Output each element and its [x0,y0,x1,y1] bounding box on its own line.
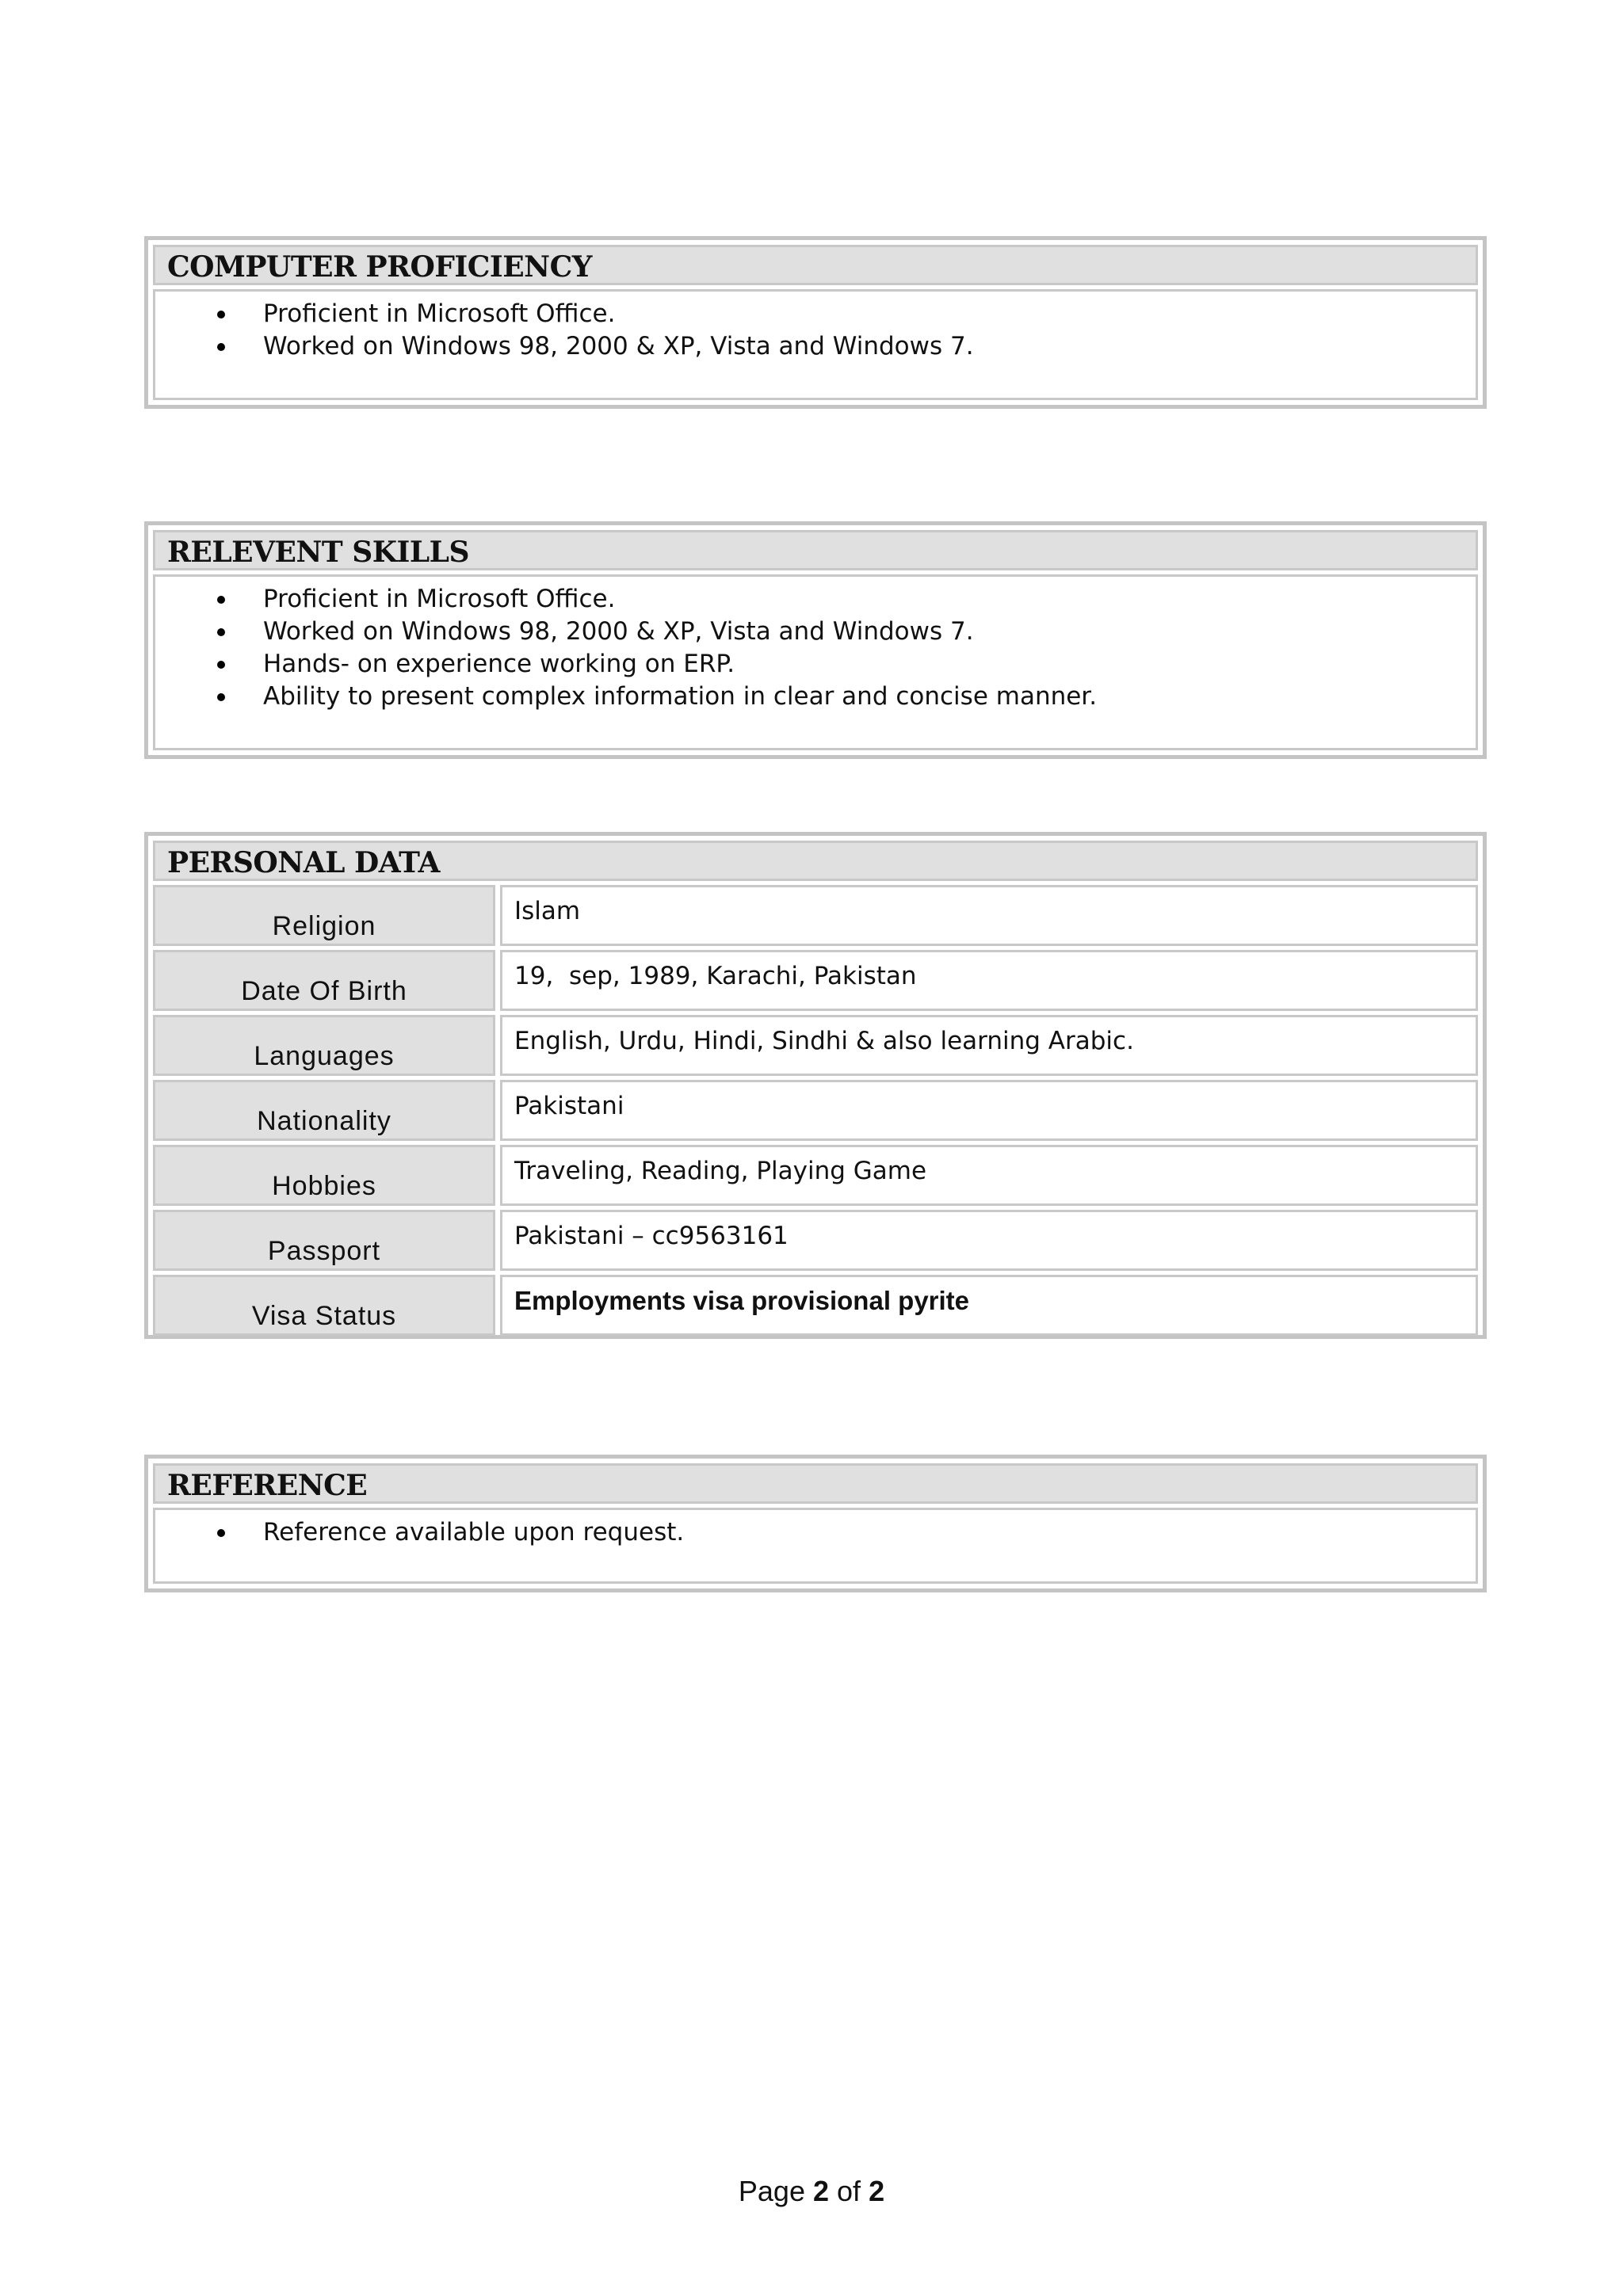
row-label-cell [153,1080,495,1141]
bullet-icon [217,596,225,604]
personal-data-row-passport [153,1210,1478,1271]
row-value-cell [500,885,1478,946]
row-label: Religion [272,911,376,941]
bullet-list [155,583,1476,713]
bullet-icon [217,628,225,636]
list-item: Hands- on experience working on ERP. [155,648,1476,681]
list-item: Reference available upon request. [155,1516,1476,1549]
row-value: 19, sep, 1989, Karachi, Pakistan [514,962,917,990]
bullet-list [155,298,1476,363]
personal-data-row-languages [153,1015,1478,1076]
section-body [153,289,1478,400]
list-item: Worked on Windows 98, 2000 & XP, Vista and Windows 7. [155,616,1476,648]
personal-data-row-visa-status [153,1275,1478,1336]
section-title: PERSONAL DATA [167,846,440,879]
section-header [153,245,1478,285]
personal-data-row-date-of-birth [153,950,1478,1011]
row-value: Pakistani – cc9563161 [514,1222,789,1250]
personal-data-section [144,832,1487,1339]
row-label: Date Of Birth [241,976,407,1006]
section-body [153,1508,1478,1584]
row-label-cell [153,1275,495,1336]
section-header [153,841,1478,881]
total-pages-number: 2 [869,2175,885,2207]
row-label-cell [153,1015,495,1076]
list-item: Proficient in Microsoft Office. [155,583,1476,616]
current-page-number: 2 [812,2175,830,2207]
section-title: RELEVENT SKILLS [167,536,469,569]
row-value: Pakistani [514,1092,624,1120]
relevent-skills-section [144,521,1487,759]
row-label: Passport [267,1236,381,1266]
page-footer [0,2174,1623,2209]
section-body [153,574,1478,750]
list-item: Ability to present complex information in clear and concise manner. [155,681,1476,713]
of-word: of [837,2175,861,2207]
section-title: COMPUTER PROFICIENCY [167,250,592,284]
reference-section [144,1455,1487,1592]
row-label-cell [153,1210,495,1271]
row-value: English, Urdu, Hindi, Sindhi & also learning Arabic. [514,1027,1134,1055]
bullet-list [155,1516,1476,1549]
page-word: Page [738,2175,805,2207]
row-label: Nationality [257,1106,391,1136]
section-title: REFERENCE [167,1469,368,1502]
personal-data-row-religion [153,885,1478,946]
row-label-cell [153,1145,495,1206]
row-value-cell [500,1275,1478,1336]
row-value: Employments visa provisional pyrite [514,1286,970,1315]
section-header [153,1463,1478,1504]
row-label: Hobbies [272,1171,376,1201]
bullet-icon [217,311,225,318]
section-header [153,530,1478,570]
bullet-icon [217,343,225,351]
row-value: Traveling, Reading, Playing Game [514,1157,927,1185]
row-value-cell [500,1080,1478,1141]
row-value: Islam [514,897,581,925]
bullet-icon [217,693,225,701]
list-item: Proficient in Microsoft Office. [155,298,1476,330]
row-value-cell [500,1210,1478,1271]
row-value-cell [500,1015,1478,1076]
row-label-cell [153,885,495,946]
list-item: Worked on Windows 98, 2000 & XP, Vista and Windows 7. [155,330,1476,363]
row-label: Visa Status [251,1301,397,1331]
bullet-icon [217,1529,225,1537]
row-value-cell [500,1145,1478,1206]
row-label-cell [153,950,495,1011]
computer-proficiency-section [144,236,1487,409]
personal-data-row-nationality [153,1080,1478,1141]
personal-data-row-hobbies [153,1145,1478,1206]
bullet-icon [217,661,225,669]
row-label: Languages [254,1041,395,1071]
row-value-cell [500,950,1478,1011]
